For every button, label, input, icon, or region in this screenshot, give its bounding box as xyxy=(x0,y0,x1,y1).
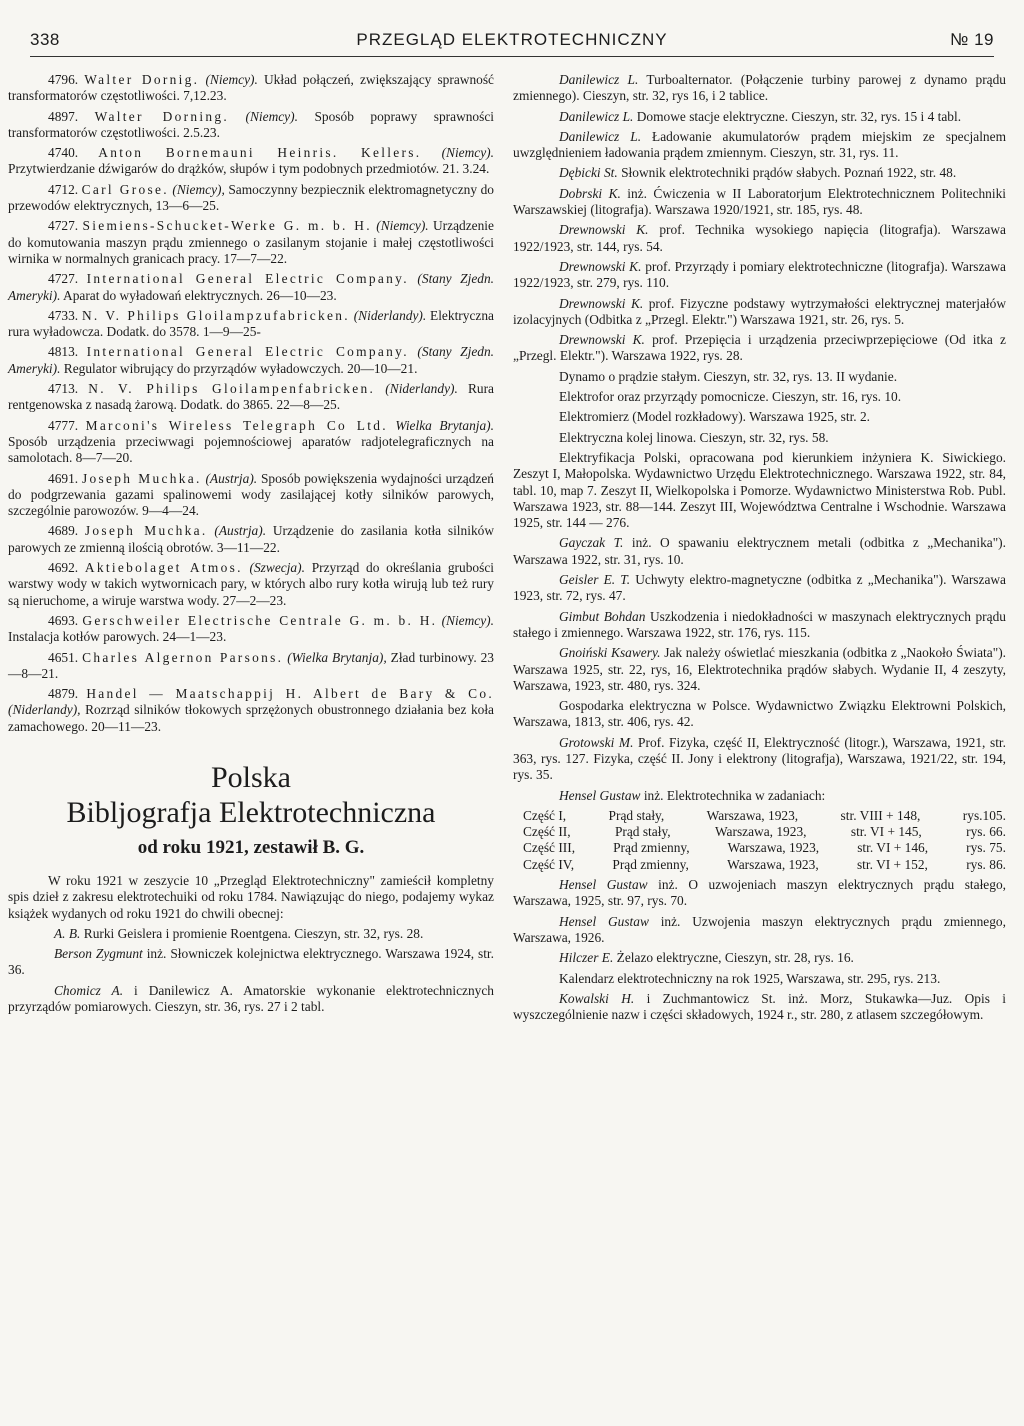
hensel-figs: rys.105. xyxy=(962,807,1006,823)
bibliography-entry xyxy=(513,332,1006,365)
page-number: 338 xyxy=(30,30,60,49)
patent-entry xyxy=(8,613,494,646)
patent-entry xyxy=(8,218,494,267)
patent-number: 4796. xyxy=(48,72,79,87)
bibliography-entry xyxy=(513,877,1006,910)
bibliography-list-right-2 xyxy=(513,877,1006,1023)
entry-text: inż. Ćwiczenia w II Laboratorjum Elektrotechnicznem Politechniki Warszawskiej (litografja). Warszawa 1920/1921, str. 185, rys. 48. xyxy=(513,185,1006,218)
patent-description: Przyrząd do określania grubości warstwy wody w takich wytwornicach pary, w których albo rury kotła wirują lub też rury są nieruchome, a wiruje warstwa wody. 27—2—23. xyxy=(8,560,494,608)
section-heading xyxy=(8,761,494,861)
patent-number: 4713. xyxy=(48,381,79,397)
entry-author: Grotowski M. xyxy=(559,734,634,750)
bibliography-entry xyxy=(513,698,1006,731)
entry-text: Elektromierz (Model rozkładowy). Warszawa 1925, str. 2. xyxy=(559,409,871,425)
bibliography-entry xyxy=(513,609,1006,642)
patent-entry xyxy=(8,271,494,304)
bibliography-list-left xyxy=(8,926,494,1015)
patent-country: (Niderlandy). xyxy=(385,381,458,397)
entry-text: prof. Przyrządy i pomiary elektrotechniczne (litografja). Warszawa 1922/1923, str. 279, rys. 110. xyxy=(513,258,1006,291)
patent-country: (Szwecja). xyxy=(249,560,305,576)
hensel-part: Część I, xyxy=(523,807,567,823)
hensel-pages: str. VI + 146, xyxy=(857,840,929,856)
entry-author: Hilczer E. xyxy=(559,950,614,966)
entry-author: Hensel Gustaw xyxy=(559,877,648,893)
bibliography-entry xyxy=(513,735,1006,784)
patent-description: Samoczynny bezpiecznik elektromagnetyczny do przewodów elektrycznych, 13—6—25. xyxy=(8,181,494,214)
patent-country: (Stany Zjedn. Ameryki). xyxy=(8,271,494,303)
hensel-subject: Prąd zmienny, xyxy=(612,856,689,872)
hensel-subject: Prąd stały, xyxy=(608,807,665,823)
hensel-city: Warszawa, 1923, xyxy=(714,824,807,840)
patent-description: Rozrząd silników tłokowych sprzężonych obustronnego działania bez koła zamachowego. 20—11—23. xyxy=(8,702,494,734)
section-intro: W roku 1921 w zeszycie 10 „Przegląd Elektrotechniczny" zamieścił kompletny spis dzieł z zakresu elektrotechuiki od roku 1784. Nawiązując do niego, podajemy wykaz książek wydanych od roku 1921 do chwili obecnej: xyxy=(8,872,494,921)
entry-text: Domowe stacje elektryczne. Cieszyn, str. 32, rys. 15 i 4 tabl. xyxy=(636,108,962,124)
patent-owner: Carl Grose. xyxy=(81,181,169,197)
patent-country: (Niderlandy). xyxy=(353,307,427,323)
entry-author: Gayczak T. xyxy=(559,535,624,551)
hensel-figs: rys. 86. xyxy=(966,856,1006,872)
bibliography-entry xyxy=(513,222,1006,255)
patent-number: 4692. xyxy=(48,560,79,576)
patent-entry xyxy=(8,418,494,467)
entry-text: Uchwyty elektro-magnetyczne (odbitka z „Mechanika"). Warszawa 1923, str. 72, rys. 47. xyxy=(513,572,1006,604)
patent-country: (Niemcy). xyxy=(205,72,258,87)
entry-author: Drewnowski K. xyxy=(559,222,649,238)
hensel-part: Część III, xyxy=(523,840,576,856)
patent-description: Regulator wibrujący do przyrządów wyładowczych. 20—10—21. xyxy=(63,360,418,376)
entry-text: Słownik elektrotechniki prądów słabych. Poznań 1922, str. 48. xyxy=(621,165,957,181)
entry-author: Danilewicz L. xyxy=(559,72,639,87)
entry-author: Drewnowski K. xyxy=(559,332,645,348)
entry-text: prof. Technika wysokiego napięcia (litografja). Warszawa 1922/1923, str. 144, rys. 54. xyxy=(513,222,1006,254)
patent-number: 4691. xyxy=(48,470,79,486)
patent-description: Rura rentgenowska z nasadą żarową. Dodatk. do 3865. 22—8—25. xyxy=(8,381,494,413)
hensel-pages: str. VI + 152, xyxy=(856,856,928,872)
patent-owner: N. V. Philips Gloilampzufabricken. xyxy=(81,307,350,323)
bibliography-entry xyxy=(8,926,494,942)
patent-country: (Niemcy). xyxy=(245,108,298,124)
hensel-city: Warszawa, 1923, xyxy=(727,840,820,856)
bibliography-entry xyxy=(513,109,1006,125)
journal-title: PRZEGLĄD ELEKTROTECHNICZNY xyxy=(356,30,668,49)
patent-entry xyxy=(8,308,494,341)
entry-author: Berson Zygmunt xyxy=(54,946,143,962)
patent-number: 4740. xyxy=(48,145,79,161)
entry-author: Danilewicz L. xyxy=(559,128,642,144)
hensel-row xyxy=(513,840,1006,856)
patent-number: 4651. xyxy=(48,649,79,665)
section-title-line2: Bibljografja Elektrotechniczna xyxy=(66,795,436,829)
entry-author: Hensel Gustaw xyxy=(559,913,649,929)
patent-description: Sposób powiększenia wydajności urządzeń do podgrzewania gazami spalinowemi wody zasilającej kotły silników parowych, szczególnie parowozów. 9—4—24. xyxy=(8,470,494,519)
bibliography-entry xyxy=(513,165,1006,181)
patent-entry xyxy=(8,145,494,178)
bibliography-entry xyxy=(513,914,1006,947)
entry-author: Dobrski K. xyxy=(559,185,621,201)
right-column xyxy=(513,72,1006,1027)
patent-country: Wielka Brytanja). xyxy=(395,417,494,433)
entry-text: Dynamo o prądzie stałym. Cieszyn, str. 32, rys. 13. II wydanie. xyxy=(559,368,898,384)
patent-country: (Niemcy). xyxy=(376,218,429,234)
entry-text: prof. Fizyczne podstawy wytrzymałości elektrycznej materjałów izolacyjnych (Odbitka z „Przegl. Elektr.") Warszawa 1921, str. 26, rys. 5. xyxy=(513,295,1006,327)
entry-author: Kowalski H. xyxy=(559,990,635,1006)
hensel-figs: rys. 66. xyxy=(966,824,1006,840)
entry-author: Chomicz A. xyxy=(54,982,124,998)
entry-author: Danilewicz L. xyxy=(559,108,634,124)
entry-author: A. B. xyxy=(54,925,81,941)
patent-description: Urządzenie do komutowania maszyn prądu zmiennego o zasilanym stojanie i małej częstotliwości wirnika w normalnych granicach pracy. 17—7—22. xyxy=(8,218,494,266)
section-title-line1: Polska xyxy=(210,760,291,794)
patent-description: Zład turbinowy. 23—8—21. xyxy=(8,649,494,681)
patent-entry xyxy=(8,109,494,142)
patent-country: (Niemcy). xyxy=(441,145,494,161)
patent-description: Układ połączeń, zwiększający sprawność transformatorów częstotliwości. 7,12.23. xyxy=(8,72,494,104)
patent-owner: Walter Dorning. xyxy=(94,108,229,124)
bibliography-entry xyxy=(513,72,1006,105)
patent-owner: Anton Bornemauni Heinris. Kellers. xyxy=(98,145,422,161)
patent-entry xyxy=(8,471,494,520)
entry-author: Geisler E. T. xyxy=(559,572,631,588)
entry-text: Turboalternator. (Połączenie turbiny parowej z dynamo prądu zmiennego). Cieszyn, str. 32, rys 16, i 2 tablice. xyxy=(513,72,1006,104)
bibliography-entry xyxy=(513,645,1006,694)
entry-text: inż. Uzwojenia maszyn elektrycznych prądu zmiennego, Warszawa, 1926. xyxy=(513,913,1006,945)
patent-entry xyxy=(8,523,494,556)
patent-entry xyxy=(8,381,494,414)
hensel-figs: rys. 75. xyxy=(966,840,1006,856)
entry-text: Ładowanie akumulatorów prądem miejskim ze specjalnem uwzględnieniem ładowania prądem zmiennym. Cieszyn, str. 31, rys. 11. xyxy=(513,128,1006,161)
entry-author: Drewnowski K. xyxy=(559,295,644,311)
patent-description: Sposób urządzenia przeciwwagi pojemnościowej aparatów radjotelegraficznych na samolotach. 8—7—20. xyxy=(8,433,494,466)
patent-entry xyxy=(8,182,494,215)
bibliography-entry xyxy=(513,971,1006,987)
bibliography-entry xyxy=(513,450,1006,531)
hensel-subject: Prąd zmienny, xyxy=(613,840,690,856)
bibliography-entry xyxy=(513,296,1006,329)
patent-country: (Austrja). xyxy=(205,470,258,486)
patent-country: (Austrja). xyxy=(214,523,267,539)
patent-number: 4813. xyxy=(48,344,79,360)
patent-owner: International General Electric Company. xyxy=(86,344,409,360)
entry-text: i Zuchmantowicz St. inż. Morz, Stukawka—Juz. Opis i wyszczególnienie nazw i części składowych, 1924 r., str. 280, z atlasem szczegółowym. xyxy=(513,990,1006,1023)
bibliography-entry xyxy=(513,430,1006,446)
entry-author: Hensel Gustaw xyxy=(559,787,641,803)
patent-number: 4777. xyxy=(48,417,79,433)
hensel-city: Warszawa, 1923, xyxy=(727,856,819,872)
page-header xyxy=(30,28,994,57)
issue-number: № 19 xyxy=(950,30,994,49)
bibliography-entry xyxy=(513,788,1006,804)
entry-text: inż. O spawaniu elektrycznem metali (odbitka z „Mechanika"). Warszawa 1922, str. 31, rys. 10. xyxy=(513,535,1006,567)
patent-owner: Walter Dornig. xyxy=(84,72,200,87)
patent-owner: Aktiebolaget Atmos. xyxy=(84,560,243,576)
bibliography-entry xyxy=(513,259,1006,292)
patent-number: 4727. xyxy=(48,218,79,234)
patent-country: (Wielka Brytanja), xyxy=(287,649,387,665)
patent-owner: Marconi's Wireless Telegraph Co Ltd. xyxy=(85,417,388,433)
entry-author: Drewnowski K. xyxy=(559,258,642,274)
hensel-city: Warszawa, 1923, xyxy=(706,807,799,823)
patent-entry xyxy=(8,72,494,105)
patent-description: Elektryczna rura wyładowcza. Dodatk. do 3578. 1—9—25- xyxy=(8,307,494,340)
bibliography-entry xyxy=(513,186,1006,219)
bibliography-entry xyxy=(513,535,1006,568)
hensel-pages: str. VI + 145, xyxy=(850,824,922,840)
patent-number: 4733. xyxy=(48,307,79,323)
patent-owner: Charles Algernon Parsons. xyxy=(82,649,284,665)
patent-description: Sposób poprawy sprawności transformatorów częstotliwości. 2.5.23. xyxy=(8,108,494,140)
bibliography-entry xyxy=(513,991,1006,1024)
entry-text: Uszkodzenia i niedokładności w maszynach elektrycznych prądu stałego i zmiennego. Warszawa 1922, str. 176, rys. 115. xyxy=(513,608,1006,640)
entry-text: Elektryczna kolej linowa. Cieszyn, str. 32, rys. 58. xyxy=(559,429,829,445)
patent-country: (Niemcy). xyxy=(441,612,494,628)
patent-description: Przytwierdzanie dźwigarów do drążków, słupów i tym podobnych przedmiotów. 21. 3.24. xyxy=(8,161,490,177)
patent-description: Instalacja kotłów parowych. 24—1—23. xyxy=(8,629,227,645)
patent-entry xyxy=(8,560,494,609)
hensel-pages: str. VIII + 148, xyxy=(840,807,921,823)
patent-number: 4689. xyxy=(48,523,79,539)
entry-text: Żelazo elektryczne, Cieszyn, str. 28, rys. 16. xyxy=(616,950,854,966)
patent-owner: Joseph Muchka. xyxy=(81,470,202,486)
patent-country: (Niderlandy), xyxy=(8,702,81,718)
patent-number: 4693. xyxy=(48,612,79,628)
entry-text: Elektrofor oraz przyrządy pomocnicze. Cieszyn, str. 16, rys. 10. xyxy=(559,389,902,405)
hensel-subject: Prąd stały, xyxy=(614,824,671,840)
entry-author: Dębicki St. xyxy=(559,165,618,181)
left-column xyxy=(8,72,494,1019)
patent-owner: Handel — Maatschappij H. Albert de Bary & Co. xyxy=(86,686,494,702)
bibliography-entry xyxy=(513,950,1006,966)
patent-number: 4712. xyxy=(48,181,79,197)
hensel-row xyxy=(513,808,1006,824)
entry-author: Gnoiński Ksawery. xyxy=(559,645,661,661)
patent-country: (Stany Zjedn. Ameryki). xyxy=(8,344,494,376)
bibliography-entry xyxy=(513,572,1006,605)
hensel-part: Część II, xyxy=(523,824,571,840)
patent-entry xyxy=(8,686,494,735)
patent-entry xyxy=(8,344,494,377)
entry-text: inż. Elektrotechnika w zadaniach: xyxy=(643,787,826,803)
bibliography-entry xyxy=(8,946,494,979)
bibliography-entry xyxy=(8,983,494,1016)
patent-description: Aparat do wyładowań elektrycznych. 26—10—23. xyxy=(63,287,337,303)
patent-owner: Gerschweiler Electrische Centrale G. m. b. H. xyxy=(82,612,438,628)
hensel-row xyxy=(513,857,1006,873)
patent-entry xyxy=(8,650,494,683)
hensel-part: Część IV, xyxy=(523,856,575,872)
bibliography-entry xyxy=(513,369,1006,385)
bibliography-entry xyxy=(513,389,1006,405)
entry-text: Elektryfikacja Polski, opracowana pod kierunkiem inżyniera K. Siwickiego. Zeszyt I, Małopolska. Wydawnictwo Urzędu Elektrotechnicznego. Warszawa 1922, str. 84, tabl. 10, map 7. Zeszyt II, Wielkopolska i Pomorze. Wydawnictwo Ministerstwa Rob. Publ. Warszawa 1923, str. 88—144. Zeszyt III, Województwa Centralne i Wschodnie. Warszawa 1925, str. 144 — 276. xyxy=(513,449,1006,531)
entry-text: prof. Przepięcia i urządzenia przeciwprzepięciowe (Od itka z „Przegl. Elektr."). Warszawa 1922, rys. 28. xyxy=(513,332,1006,364)
patent-number: 4897. xyxy=(48,108,79,124)
bibliography-entry xyxy=(513,409,1006,425)
patent-owner: International General Electric Company. xyxy=(86,271,409,287)
entry-text: Jak należy oświetlać mieszkania (odbitka z „Naokoło Świata"). Warszawa 1925, str. 22, rys, 16, Elektrotechnika prądów słabych. Wydanie II, 4 zeszyty, Warszawa, 1923, str. 480, rys. 324. xyxy=(513,645,1006,693)
patent-owner: N. V. Philips Gloilampenfabricken. xyxy=(88,381,376,397)
hensel-row xyxy=(513,824,1006,840)
hensel-table xyxy=(513,808,1006,873)
entry-text: i Danilewicz A. Amatorskie wykonanie elektrotechnicznych przyrządów pomiarowych. Cieszyn, str. 36, rys. 27 i 2 tabl. xyxy=(8,982,494,1015)
section-subtitle: od roku 1921, zestawił B. G. xyxy=(137,836,365,858)
patent-owner: Joseph Muchka. xyxy=(84,523,208,539)
entry-text: inż. O uzwojeniach maszyn elektrycznych prądu stałego, Warszawa, 1925, str. 97, rys. 70. xyxy=(513,877,1006,909)
entry-text: Kalendarz elektrotechniczny na rok 1925, Warszawa, str. 295, rys. 213. xyxy=(559,970,941,986)
entry-author: Gimbut Bohdan xyxy=(559,608,646,624)
patent-list xyxy=(8,72,494,735)
patent-description: Urządzenie do zasilania kotła silników parowych ze zmienną ilością obrotów. 3—11—22. xyxy=(8,523,495,555)
entry-text: Prof. Fizyka, część II, Elektryczność (litogr.), Warszawa, 1921, str. 363, rys. 127. Fizyka, część II. Jony i elektrony (litografja), Warszawa, 1921/22, str. 194, rys. 35. xyxy=(513,734,1006,783)
patent-country: (Niemcy), xyxy=(172,181,225,197)
entry-text: Gospodarka elektryczna w Polsce. Wydawnictwo Związku Elektrowni Polskich, Warszawa, 1813, str. 406, rys. 42. xyxy=(513,698,1006,730)
entry-text: inż. Słowniczek kolejnictwa elektrycznego. Warszawa 1924, str. 36. xyxy=(8,946,494,978)
patent-number: 4727. xyxy=(48,271,79,287)
entry-text: Rurki Geislera i promienie Roentgena. Cieszyn, str. 32, rys. 28. xyxy=(83,925,424,941)
patent-number: 4879. xyxy=(48,686,79,702)
bibliography-entry xyxy=(513,129,1006,162)
patent-owner: Siemiens-Schucket-Werke G. m. b. H. xyxy=(82,218,372,234)
bibliography-list-right xyxy=(513,72,1006,804)
